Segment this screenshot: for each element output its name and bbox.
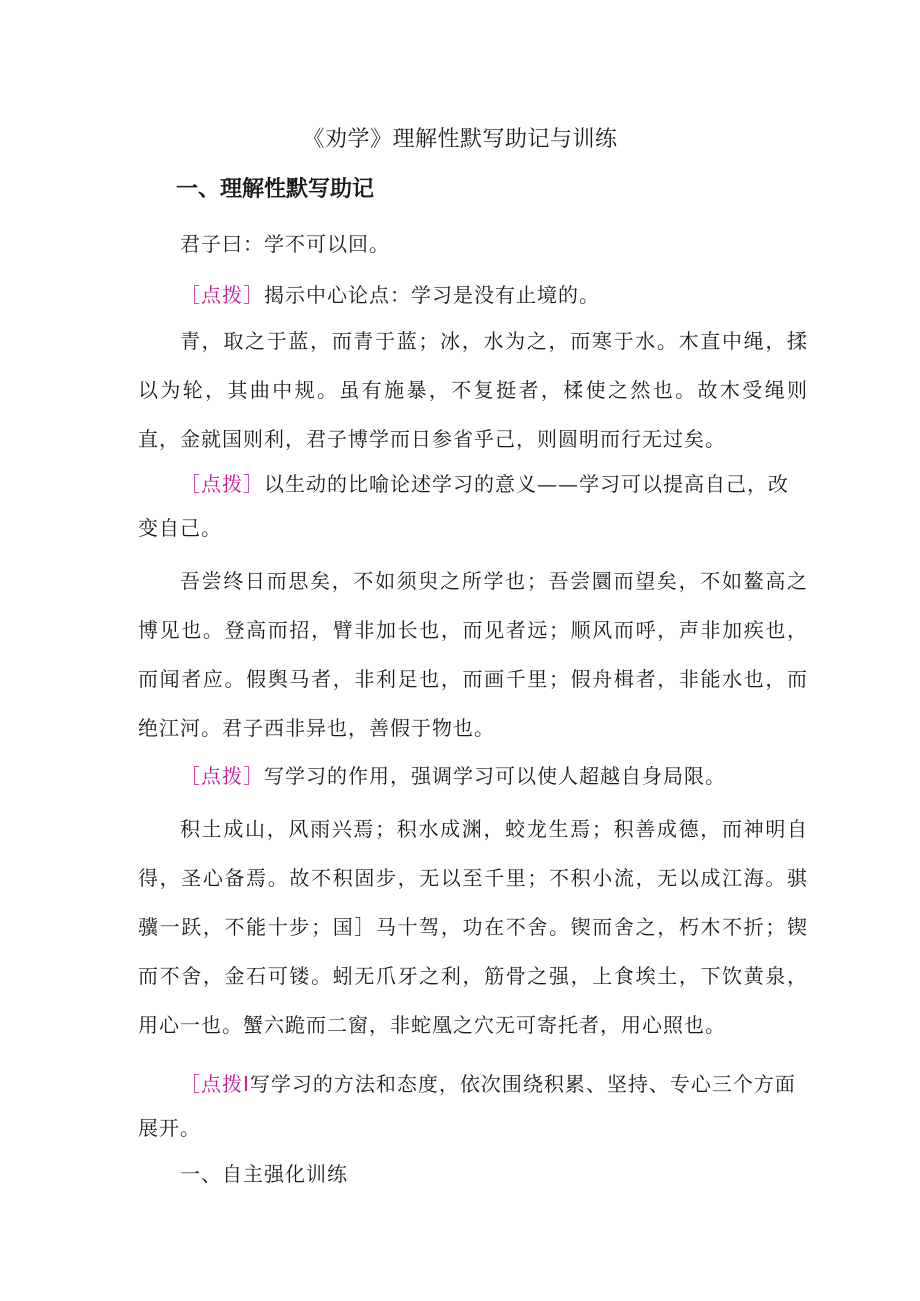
document-title: 《劝学》理解性默写助记与训练 xyxy=(302,127,618,152)
note-metaphor xyxy=(138,462,808,550)
section-heading-memorization: 一、理解性默写助记 xyxy=(176,177,375,202)
note-text: 以生动的比喻论述学习的意义——学习可以提高自己，改变自己。 xyxy=(138,472,789,540)
note-method-attitude xyxy=(138,1062,808,1150)
section-heading-training: 一、自主强化训练 xyxy=(180,1162,348,1186)
note-tag: ［点拨］ xyxy=(180,472,264,496)
note-text: 写学习的方法和态度，依次围绕积累、坚持、专心三个方面展开。 xyxy=(138,1072,796,1140)
paragraph-learning-effect: 吾尝终日而思矣，不如须臾之所学也；吾尝圜而望矣，不如鳌高之博见也。登高而招，臂非加长也，而见者远；顺风而呼，声非加疾也，而闻者应。假舆马者，非利足也，而画千里；假舟楫者，非能水也，而绝江河。君子西非异也，善假于物也。 xyxy=(138,569,808,740)
paragraph-metaphor: 青，取之于蓝，而青于蓝；冰，水为之，而寒于水。木直中绳，揉以为轮，其曲中规。虽有施暴，不复挺者，楺使之然也。故木受绳则直，金就国则利，君子博学而日参省乎己，则圆明而行无过矣。 xyxy=(138,329,808,451)
paragraph-thesis: 君子曰：学不可以回。 xyxy=(180,232,390,256)
note-text: 揭示中心论点：学习是没有止境的。 xyxy=(264,283,600,307)
note-text: 写学习的作用，强调学习可以使人超越自身局限。 xyxy=(264,764,726,788)
note-thesis xyxy=(138,273,808,317)
note-tag: ［点拨Ⅰ xyxy=(180,1072,250,1096)
note-tag: ［点拨］ xyxy=(180,764,264,788)
paragraph-method-attitude: 积土成山，风雨兴焉；积水成渊，蛟龙生焉；积善成德，而神明自得，圣心备焉。故不积固步，无以至千里；不积小流，无以成江海。骐骥一跃，不能十步；国］马十驾，功在不舍。锲而舍之，朽木不折；锲而不舍，金石可镂。蚓无爪牙之利，筋骨之强，上食埃土，下饮黄泉，用心一也。蟹六跪而二窗，非蛇凰之穴无可寄托者，用心照也。 xyxy=(138,817,808,1037)
note-tag: ［点拨］ xyxy=(180,283,264,307)
note-learning-effect xyxy=(138,754,808,798)
